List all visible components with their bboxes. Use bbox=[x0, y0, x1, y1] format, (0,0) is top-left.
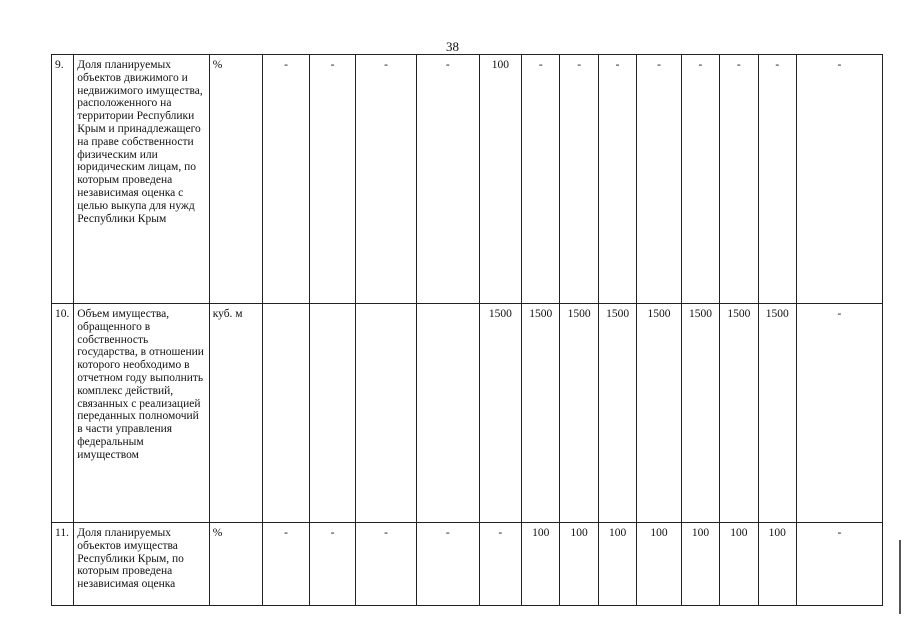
unit-cell: куб. м bbox=[209, 304, 263, 523]
value-cell: - bbox=[356, 55, 417, 304]
value-cell: 100 bbox=[720, 523, 758, 606]
value-cell: 100 bbox=[560, 523, 598, 606]
scan-edge-mark bbox=[899, 540, 901, 614]
value-cell: 100 bbox=[598, 523, 636, 606]
table-row bbox=[52, 304, 883, 523]
value-cell: - bbox=[263, 523, 310, 606]
value-cell: 100 bbox=[637, 523, 681, 606]
unit-cell: % bbox=[209, 55, 263, 304]
value-cell: - bbox=[598, 55, 636, 304]
indicators-table bbox=[51, 54, 883, 606]
indicator-name-cell: Доля планируемых объектов имущества Республики Крым, по которым проведена независимая оценка bbox=[74, 523, 209, 606]
value-cell: - bbox=[416, 55, 479, 304]
value-cell: - bbox=[796, 523, 882, 606]
indicators-table-body bbox=[52, 55, 883, 606]
value-cell: - bbox=[522, 55, 560, 304]
value-cell: 1500 bbox=[522, 304, 560, 523]
value-cell: 100 bbox=[479, 55, 521, 304]
indicator-name-cell: Объем имущества, обращенного в собственность государства, в отношении которого необходимо в отчетном году выполнить комплекс действий, связанных с реализацией переданных полномочий в части управления федеральным имуществом bbox=[74, 304, 209, 523]
value-cell: 1500 bbox=[560, 304, 598, 523]
value-cell: - bbox=[309, 55, 356, 304]
value-cell: - bbox=[681, 55, 719, 304]
value-cell: - bbox=[560, 55, 598, 304]
value-cell: - bbox=[758, 55, 796, 304]
value-cell bbox=[416, 304, 479, 523]
table-row bbox=[52, 523, 883, 606]
value-cell: 100 bbox=[522, 523, 560, 606]
value-cell: 1500 bbox=[598, 304, 636, 523]
value-cell: - bbox=[479, 523, 521, 606]
value-cell: - bbox=[637, 55, 681, 304]
value-cell: - bbox=[796, 55, 882, 304]
value-cell: - bbox=[309, 523, 356, 606]
value-cell bbox=[356, 304, 417, 523]
table-row bbox=[52, 55, 883, 304]
value-cell: 100 bbox=[681, 523, 719, 606]
value-cell: 1500 bbox=[681, 304, 719, 523]
indicator-name-cell: Доля планируемых объектов движимого и недвижимого имущества, расположенного на территории Республики Крым и принадлежащего на праве собственности физическим или юридическим лицам, по которым проведена независимая оценка с целью выкупа для нужд Республики Крым bbox=[74, 55, 209, 304]
row-number-cell: 10. bbox=[52, 304, 74, 523]
value-cell: 1500 bbox=[720, 304, 758, 523]
value-cell: - bbox=[416, 523, 479, 606]
value-cell bbox=[263, 304, 310, 523]
page-number: 38 bbox=[446, 39, 459, 54]
row-number-cell: 11. bbox=[52, 523, 74, 606]
value-cell: - bbox=[796, 304, 882, 523]
value-cell bbox=[309, 304, 356, 523]
value-cell: 100 bbox=[758, 523, 796, 606]
value-cell: 1500 bbox=[479, 304, 521, 523]
value-cell: 1500 bbox=[637, 304, 681, 523]
value-cell: 1500 bbox=[758, 304, 796, 523]
unit-cell: % bbox=[209, 523, 263, 606]
row-number-cell: 9. bbox=[52, 55, 74, 304]
value-cell: - bbox=[263, 55, 310, 304]
value-cell: - bbox=[720, 55, 758, 304]
value-cell: - bbox=[356, 523, 417, 606]
